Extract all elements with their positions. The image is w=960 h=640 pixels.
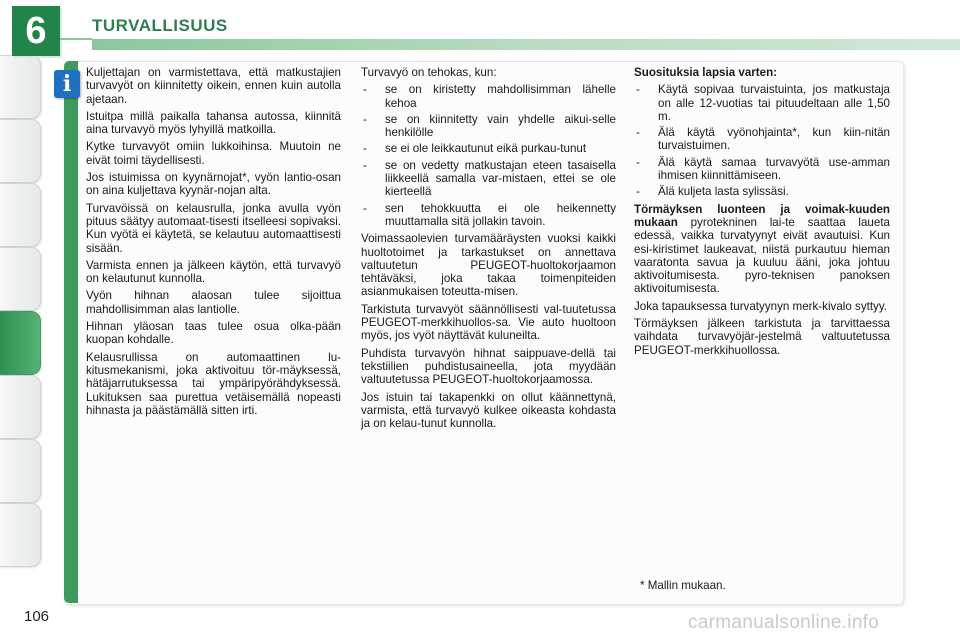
paragraph: Joka tapauksessa turvatyynyn merk-kivalo syttyy. bbox=[634, 299, 888, 313]
paragraph: Kuljettajan on varmistettava, että matkustajien turvavyöt on kiinnitetty oikein, ennen kuin autolla ajetaan. bbox=[86, 66, 341, 106]
watermark: carmanualsonline.info bbox=[688, 612, 880, 633]
section-heading: Suosituksia lapsia varten: bbox=[634, 66, 778, 79]
paragraph: Hihnan yläosan taas tulee osua olka-pään kuopan kohdalle. bbox=[86, 320, 341, 347]
info-icon: i bbox=[54, 70, 80, 98]
column-1 bbox=[86, 66, 341, 421]
paragraph: Kytke turvavyöt omiin lukkoihinsa. Muutoin ne eivät toimi täydellisesti. bbox=[86, 140, 341, 167]
panel-side-strip bbox=[64, 61, 78, 603]
list-item: - sen tehokkuutta ei ole heikennetty muuttamalla sitä jollakin tavoin. bbox=[361, 202, 616, 229]
column-2 bbox=[361, 66, 616, 434]
paragraph: Tarkistuta turvavyöt säännöllisesti val-tuutetussa PEUGEOT-merkkihuollos-sa. Vie auto huoltoon myös, jos vyöt näyttävät kuluneilta. bbox=[361, 302, 616, 343]
list-item: - Älä kuljeta lasta sylissäsi. bbox=[634, 185, 890, 198]
chapter-tab[interactable] bbox=[0, 439, 41, 503]
list-item: - se ei ole leikkautunut eikä purkau-tunut bbox=[361, 142, 616, 155]
list-item: - se on kiristetty mahdollisimman lähelle kehoa bbox=[361, 83, 616, 110]
paragraph: Jos istuin tai takapenkki on ollut käännettynä, varmista, että turvavyö kulkee oikeasta kohdasta ja on kelau-tunut kunnolla. bbox=[361, 390, 616, 431]
paragraph: Puhdista turvavyön hihnat saippuave-dellä tai tekstiilien puhdistusaineella, jota myydään valtuutetussa PEUGEOT-huoltokorjaamossa. bbox=[361, 346, 616, 387]
paragraph: Turvavöissä on kelausrulla, jonka avulla vyön pituus säätyy automaat-tisesti itselleesi sopivaksi. Kun vyötä ei käytetä, se kelautuu automaattisesti sisään. bbox=[86, 201, 341, 255]
chapter-tabs bbox=[0, 55, 40, 580]
paragraph: Istuitpa millä paikalla tahansa autossa, kiinnitä aina turvavyö myös lyhyillä matkoilla. bbox=[86, 109, 341, 137]
list-item: - Älä käytä samaa turvavyötä use-amman ihmisen kiinnittämiseen. bbox=[634, 156, 890, 183]
child-recommendations-list bbox=[634, 83, 890, 198]
paragraph: Kelausrullissa on automaattinen lu-kitusmekanismi, joka aktivoituu tör-mäyksessä, hätäjarrutuksessa tai ympäripyörähdyksessä. Lukituksen saa purettua vetäisemällä nopeasti hihnasta ja päästämällä sitten irti. bbox=[86, 350, 341, 417]
list-item: - Käytä sopivaa turvaistuinta, jos matkustaja on alle 12-vuotias tai pituudeltaan alle 1,50 m. bbox=[634, 83, 890, 123]
pyrotechnic-paragraph bbox=[634, 203, 890, 296]
list-item: - Älä käytä vyönohjainta*, kun kiin-nitän turvaistuimen. bbox=[634, 126, 890, 153]
header-band bbox=[92, 39, 960, 50]
chapter-tab[interactable] bbox=[0, 375, 41, 439]
page-title: TURVALLISUUS bbox=[92, 16, 228, 35]
list-item: - se on vedetty matkustajan eteen tasaisella liikkeellä samalla var-mistaen, ettei se ole kierteellä bbox=[361, 159, 616, 199]
chapter-tab[interactable] bbox=[0, 183, 41, 247]
chapter-tab[interactable] bbox=[0, 247, 41, 311]
bold-lead: Törmäyksen luonteen ja voimak-kuuden mukaan bbox=[634, 202, 890, 229]
header-line bbox=[60, 38, 92, 40]
footnote: * Mallin mukaan. bbox=[640, 579, 726, 592]
paragraph-rest: pyrotekninen lai-te saattaa laueta edessä, vaikka turvatyynyt eivät avautuisi. Kun esi-kiristimet laukeavat, niistä purkautuu hieman vaaratonta savua ja kuuluu ääni, joka johtuu aktivoitumisesta. pyro-teknisen panoksen aktivoitumisesta. bbox=[634, 215, 890, 296]
chapter-tab[interactable] bbox=[0, 119, 41, 183]
chapter-number-badge: 6 bbox=[12, 6, 60, 56]
chapter-tab-active[interactable] bbox=[0, 311, 41, 375]
paragraph: Varmista ennen ja jälkeen käytön, että turvavyö on kelautunut kunnolla. bbox=[86, 258, 341, 286]
chapter-tab[interactable] bbox=[0, 503, 41, 567]
paragraph: Jos istuimissa on kyynärnojat*, vyön lantio-osan on aina kuljettava kyynär-nojan alta. bbox=[86, 171, 341, 198]
effectiveness-list bbox=[361, 83, 616, 228]
page-number: 106 bbox=[24, 608, 50, 625]
chapter-tab[interactable] bbox=[0, 55, 41, 119]
column-3 bbox=[634, 66, 890, 361]
paragraph: Törmäyksen jälkeen tarkistuta ja tarvittaessa vaihdata turvavyöjär-jestelmä valtuutetussa PEUGEOT-merkkihuollossa. bbox=[634, 317, 890, 357]
list-intro: Turvavyö on tehokas, kun: bbox=[361, 66, 497, 79]
paragraph: Voimassaolevien turvamääräysten vuoksi kaikki huoltotoimet ja tarkastukset on annettava valtuutetun PEUGEOT-huoltokorjaamon tehtäväksi, joka takaa toimenpiteiden asianmukaisen toteutta-misen. bbox=[361, 232, 616, 299]
paragraph: Vyön hihnan alaosan tulee sijoittua mahdollisimman alas lantiolle. bbox=[86, 289, 341, 316]
list-item: - se on kiinnitetty vain yhdelle aikui-selle henkilölle bbox=[361, 113, 616, 140]
